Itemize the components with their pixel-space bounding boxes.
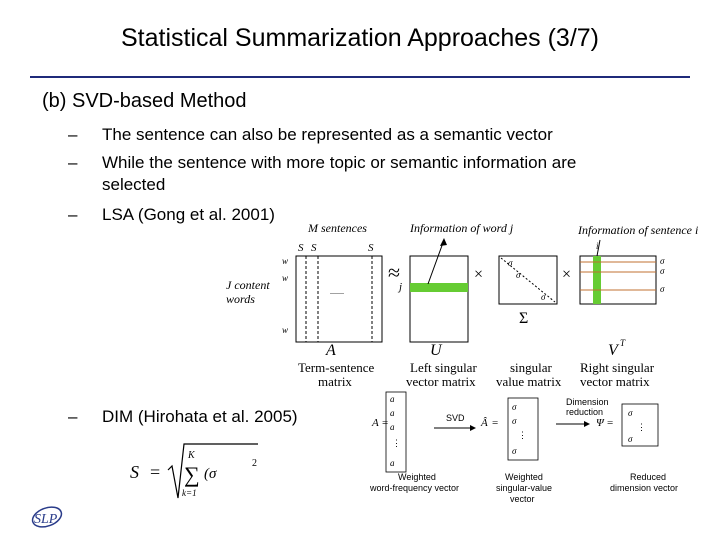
- sigma-1: σ: [508, 258, 513, 268]
- word-arrow: [428, 240, 444, 284]
- dash: –: [68, 125, 78, 144]
- j-content-label: J content: [226, 278, 270, 292]
- formula-eq: =: [150, 462, 161, 482]
- dash: –: [68, 205, 78, 224]
- dash: –: [68, 153, 78, 172]
- dim-a1: a: [390, 394, 395, 404]
- dim-sv1: σ: [512, 402, 517, 412]
- caption-vector-matrix-1: vector matrix: [406, 374, 476, 389]
- caption-weighted-1: Weighted: [398, 472, 436, 482]
- bullet-text: While the sentence with more topic or semantic information are: [102, 153, 577, 172]
- dim-aji: a: [390, 422, 395, 432]
- label-t: T: [620, 338, 626, 348]
- s2-label: S: [311, 242, 317, 254]
- dim-eq-1: =: [382, 417, 389, 429]
- dim-sv2: σ: [512, 416, 517, 426]
- matrix-u: [410, 256, 468, 342]
- vt-sigma-2: σ: [660, 266, 665, 276]
- dim-redk: σ: [628, 434, 633, 444]
- dim-vdots-1: ⋮: [392, 438, 401, 448]
- svd-label: SVD: [446, 413, 465, 423]
- vt-sigma-3: σ: [660, 284, 665, 294]
- label-v: V: [608, 342, 618, 359]
- m-sentences-label: M sentences: [308, 221, 367, 235]
- sm-label: S: [368, 242, 374, 254]
- logo-text: SLP: [34, 512, 58, 527]
- i-label: i: [596, 241, 599, 251]
- sigma-symbol: Σ: [519, 310, 529, 327]
- bullet-2-cont: selected: [102, 175, 166, 194]
- matrix-a: [296, 256, 382, 342]
- words-label: words: [226, 292, 255, 306]
- w1-label: w: [282, 256, 289, 266]
- vt-sigma-1: σ: [660, 256, 665, 266]
- dim-psi: Ψ: [596, 417, 604, 429]
- w2-label: w: [282, 273, 289, 283]
- dim-dimension: Dimension: [566, 397, 609, 407]
- sigma-2: σ: [516, 270, 521, 280]
- dim-vdots-3: ⋮: [637, 422, 646, 432]
- info-sentence-label: Information of sentence i: [578, 223, 699, 237]
- dim-eq-3: =: [607, 417, 614, 429]
- times-sign-1: ×: [474, 266, 484, 283]
- caption-sv-vector-1: singular-value: [496, 483, 553, 493]
- caption-term-sentence: Term-sentence: [298, 360, 375, 375]
- reduction-arrowhead: [584, 421, 590, 427]
- info-word-label: Information of word j: [410, 221, 514, 235]
- formula-body: (σ: [204, 466, 217, 482]
- dim-ahat: Â: [481, 417, 488, 429]
- dash: –: [68, 407, 78, 426]
- dim-ai: A: [372, 417, 379, 429]
- caption-vector-matrix-2: vector matrix: [580, 374, 650, 389]
- dim-red1: σ: [628, 408, 633, 418]
- caption-right-singular: Right singular: [580, 360, 655, 375]
- caption-value-matrix: value matrix: [496, 374, 562, 389]
- formula-k: K: [188, 450, 195, 461]
- caption-wf-vector: word-frequency vector: [370, 483, 460, 493]
- svd-arrowhead: [470, 425, 476, 431]
- approx-sign: ≈: [388, 260, 401, 285]
- dim-a2: a: [390, 408, 395, 418]
- word-row-highlight: [410, 283, 468, 292]
- caption-sv-vector-2: vector: [510, 494, 535, 504]
- caption-dim-vector: dimension vector: [610, 483, 679, 493]
- caption-weighted-2: Weighted: [505, 472, 543, 482]
- dim-vdots-2: ⋮: [518, 430, 527, 440]
- sigma-k: σ: [541, 292, 546, 302]
- word-arrowhead: [440, 238, 447, 246]
- dim-ajj: a: [390, 458, 395, 468]
- bullet-text: DIM (Hirohata et al. 2005): [102, 407, 298, 426]
- matrix-a-dots: .......: [330, 287, 344, 296]
- caption-matrix: matrix: [318, 374, 352, 389]
- slp-logo: [30, 500, 64, 534]
- bullet-text: The sentence can also be represented as a semantic vector: [102, 125, 553, 144]
- dim-svk: σ: [512, 446, 517, 456]
- caption-reduced: Reduced: [630, 472, 667, 482]
- caption-singular: singular: [510, 360, 552, 375]
- slide-title: Statistical Summarization Approaches (3/7): [121, 24, 599, 52]
- subtitle: (b) SVD-based Method: [42, 90, 247, 112]
- matrix-vt: [580, 256, 656, 304]
- formula-k1: k=1: [182, 488, 197, 498]
- s1-label: S: [298, 242, 304, 254]
- formula-sum: ∑: [184, 462, 200, 487]
- caption-left-singular: Left singular: [410, 360, 477, 375]
- label-a: A: [326, 342, 336, 359]
- times-sign-2: ×: [562, 266, 572, 283]
- dim-eq-2: =: [492, 417, 499, 429]
- dim-reduction: reduction: [566, 407, 604, 417]
- bullet-text: LSA (Gong et al. 2001): [102, 205, 275, 224]
- j-label: j: [399, 281, 403, 293]
- label-u: U: [430, 342, 442, 359]
- dim-vector-a: [386, 392, 406, 472]
- formula-si: S: [130, 462, 139, 482]
- sentence-col-highlight: [593, 256, 601, 304]
- formula-sq: 2: [252, 458, 257, 469]
- wj-label: w: [282, 325, 289, 335]
